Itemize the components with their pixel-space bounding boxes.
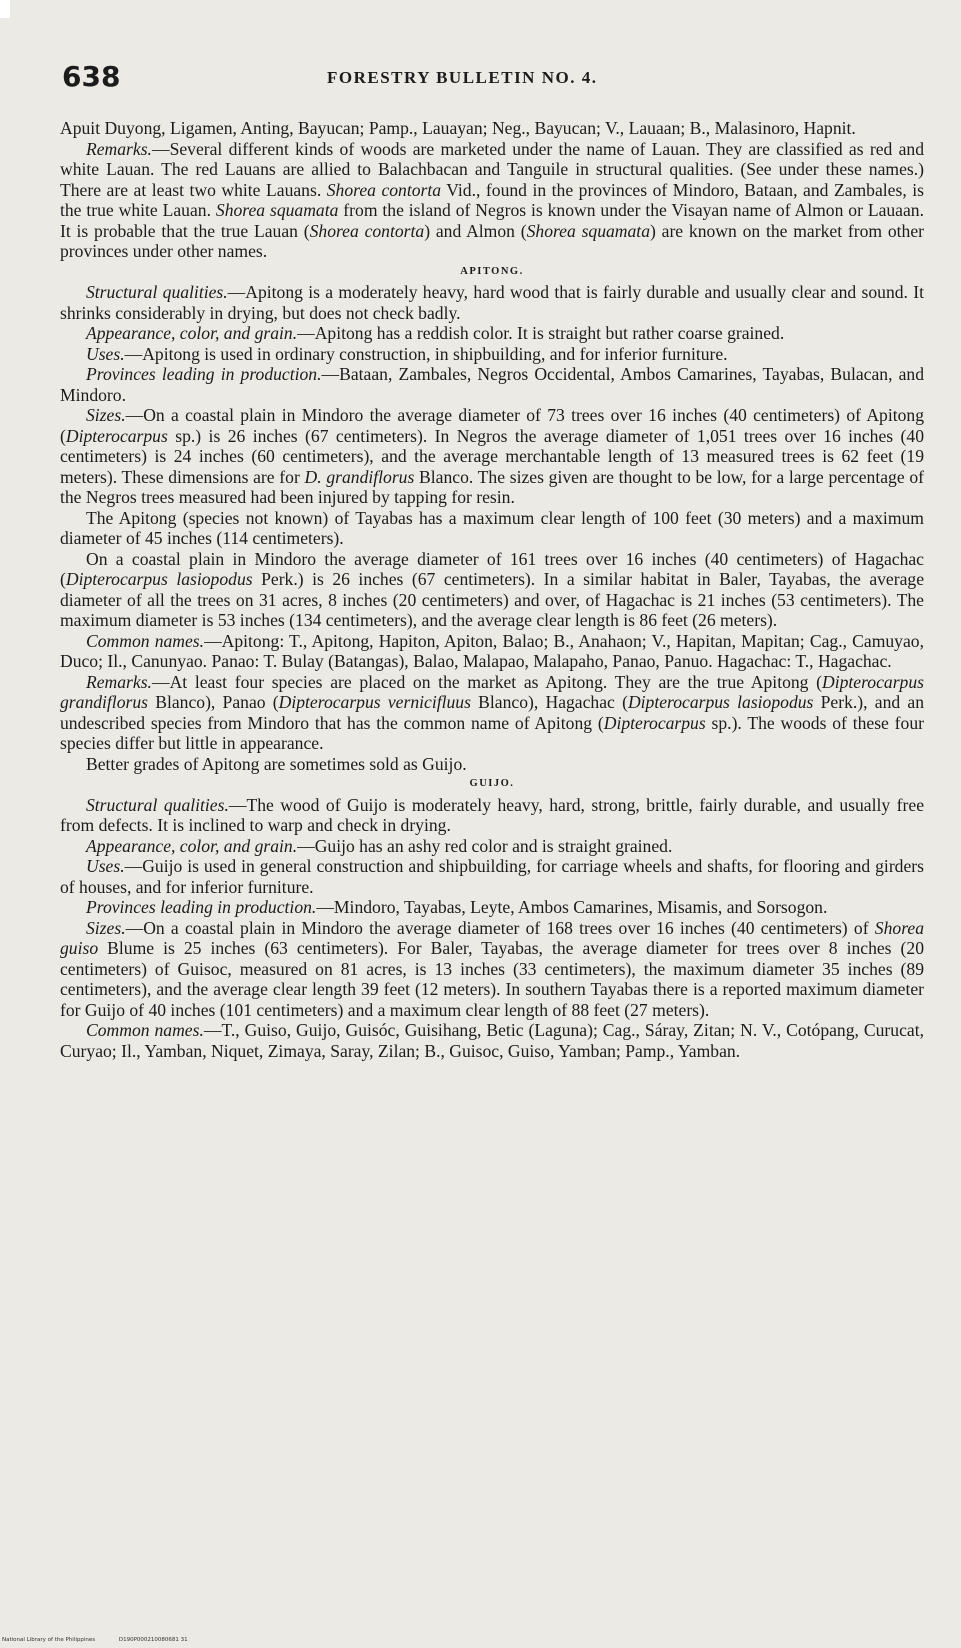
species-name: Dipterocarpus vernicifluus: [278, 692, 471, 712]
paragraph-lead: Sizes.: [86, 917, 126, 938]
guijo-appearance-paragraph: Appearance, color, and grain.—Guijo has an ashy red color and is straight grained.: [86, 835, 673, 856]
paragraph-lead: Structural qualities.: [86, 794, 229, 815]
apitong-uses-paragraph: Uses.—Apitong is used in ordinary construction, in shipbuilding, and for inferior furniture.: [86, 343, 728, 364]
species-name: Dipterocarpus: [603, 712, 706, 733]
species-name: Shorea squamata: [526, 220, 650, 241]
page-number: 638: [62, 60, 121, 93]
paragraph-lead: Structural qualities.: [86, 282, 228, 302]
page-header: [62, 60, 922, 94]
apitong-better-grades-paragraph: Better grades of Apitong are sometimes sold as Guijo.: [86, 753, 467, 774]
species-name: D. grandiflorus: [304, 466, 415, 487]
species-name: Dipterocarpus lasiopodus: [65, 569, 253, 589]
paragraph-lead: Uses.: [86, 343, 125, 364]
section-heading-apitong: APITONG.: [460, 265, 524, 277]
scan-footer: [2, 1637, 210, 1643]
species-name: Dipterocarpus grandiflorus: [60, 671, 924, 712]
guijo-uses-paragraph: Uses.—Guijo is used in general construction and shipbuilding, for carriage wheels and shafts, for flooring and girders of houses, and for inferior furniture.: [60, 856, 924, 897]
page-body: [60, 118, 924, 1061]
section-heading-guijo: GUIJO.: [469, 778, 515, 789]
apitong-tayabas-paragraph: The Apitong (species not known) of Tayabas has a maximum clear length of 100 feet (30 meters) and a maximum diameter of 45 inches (114 centimeters).: [60, 507, 924, 548]
lauan-remarks-paragraph: Remarks.—Several different kinds of woods are marketed under the name of Lauan. They are classified as red and white Lauan. The red Lauans are allied to Balachbacan and Tanguile in structural qualities. (See under these names.) There are at least two white Lauans. Shorea contorta Vid., found in the provinces of Mindoro, Bataan, and Zambales, is the true white Lauan. Shorea squamata from the island of Negros is known under the Visayan name of Almon or Lauaan. It is probable that the true Lauan (Shorea contorta) and Almon (Shorea squamata) are known on the market from other provinces under other names.: [60, 138, 925, 261]
species-name: Dipterocarpus lasiopodus: [627, 692, 814, 712]
species-name: Shorea squamata: [215, 200, 339, 220]
paragraph-lead: Uses.: [86, 856, 125, 876]
paragraph-lead: Sizes.: [86, 405, 126, 425]
running-title: FORESTRY BULLETIN NO. 4.: [327, 68, 598, 87]
apitong-structural-paragraph: Structural qualities.—Apitong is a moderately heavy, hard wood that is fairly durable and usually clear and sound. It shrinks considerably in drying, but does not check badly.: [60, 282, 924, 323]
apitong-provinces-paragraph: Provinces leading in production.—Bataan, Zambales, Negros Occidental, Ambos Camarines, Tayabas, Bulacan, and Mindoro.: [60, 364, 925, 405]
guijo-structural-paragraph: Structural qualities.—The wood of Guijo is moderately heavy, hard, strong, brittle, fairly durable, and usually free from defects. It is inclined to warp and check in drying.: [60, 794, 925, 835]
paragraph-lead: Common names.: [86, 630, 205, 651]
apitong-common-names-paragraph: Common names.—Apitong: T., Apitong, Hapiton, Apiton, Balao; B., Anahaon; V., Hapitan, Mapitan; Cag., Camuyao, Duco; Il., Canunyao. Panao: T. Bulay (Batangas), Balao, Malapao, Malapaho, Panao, Panuo. Hagachac: T., Hagachac.: [60, 630, 924, 671]
paragraph-lead: Appearance, color, and grain.: [86, 835, 298, 856]
guijo-common-names-paragraph: Common names.—T., Guiso, Guijo, Guisóc, Guisihang, Betic (Laguna); Cag., Sáray, Zitan; N. V., Cotópang, Curucat, Curyao; Il., Yamban, Niquet, Zimaya, Saray, Zilan; B., Guisoc, Guiso, Yamban; Pamp., Yamban.: [60, 1020, 924, 1061]
species-name: Shorea contorta: [309, 220, 425, 241]
paragraph-lead: Provinces leading in production.: [86, 364, 322, 384]
guijo-provinces-paragraph: Provinces leading in production.—Mindoro, Tayabas, Leyte, Ambos Camarines, Misamis, and Sorsogon.: [86, 897, 828, 917]
lauan-common-names-continued: Apuit Duyong, Ligamen, Anting, Bayucan; Pamp., Lauayan; Neg., Bayucan; V., Lauaan; B., Malasinoro, Hapnit.: [60, 118, 856, 138]
paragraph-lead: Remarks.: [86, 671, 152, 692]
apitong-remarks-paragraph: Remarks.—At least four species are placed on the market as Apitong. They are the true Apitong (Dipterocarpus grandiflorus Blanco), Panao (Dipterocarpus vernicifluus Blanco), Hagachac (Dipterocarpus lasiopodus Perk.), and an undescribed species from Mindoro that has the common name of Apitong (Dipterocarpus sp.). The woods of these four species differ but little in appearance.: [60, 671, 925, 753]
apitong-appearance-paragraph: Appearance, color, and grain.—Apitong has a reddish color. It is straight but rather coarse grained.: [86, 323, 785, 343]
paragraph-lead: Common names.: [86, 1020, 204, 1040]
apitong-hagachac-paragraph: On a coastal plain in Mindoro the average diameter of 161 trees over 16 inches (40 centimeters) of Hagachac (Dipterocarpus lasiopodus Perk.) is 26 inches (67 centimeters). In a similar habitat in Baler, Tayabas, the average diameter of all the trees on 31 acres, 8 inches (20 centimeters) and over, of Hagachac is 21 inches (53 centimeters). The maximum diameter is 53 inches (134 centimeters), and the average clear length is 86 feet (26 meters).: [60, 548, 925, 630]
paragraph-lead: Remarks.: [86, 138, 152, 159]
library-credit: National Library of the Philippines: [2, 1637, 96, 1643]
apitong-sizes-paragraph: Sizes.—On a coastal plain in Mindoro the average diameter of 73 trees over 16 inches (40 centimeters) of Apitong (Dipterocarpus sp.) is 26 inches (67 centimeters). In Negros the average diameter of 1,051 trees over 16 inches (40 centimeters) is 24 inches (60 centimeters), and the average merchantable length of 13 measured trees is 62 feet (19 meters). These dimensions are for D. grandiflorus Blanco. The sizes given are thought to be low, for a large percentage of the Negros trees measured had been injured by tapping for resin.: [60, 405, 924, 507]
species-name: Dipterocarpus: [65, 425, 168, 446]
species-name: Shorea guiso: [60, 917, 924, 958]
paragraph-lead: Appearance, color, and grain.: [86, 323, 298, 343]
scan-code: D190P000210080681 31: [118, 1637, 188, 1643]
guijo-sizes-paragraph: Sizes.—On a coastal plain in Mindoro the average diameter of 168 trees over 16 inches (40 centimeters) of Shorea guiso Blume is 25 inches (63 centimeters). For Baler, Tayabas, the average diameter for trees over 8 inches (20 centimeters) of Guisoc, measured on 81 acres, is 13 inches (33 centimeters), the maximum diameter 35 inches (89 centimeters), and the average clear length 39 feet (12 meters). In southern Tayabas there is a reported maximum diameter for Guijo of 40 inches (101 centimeters) and a maximum clear length of 88 feet (27 meters).: [60, 917, 924, 1020]
paragraph-lead: Provinces leading in production.: [86, 897, 317, 917]
scan-edge-mark: [0, 0, 10, 18]
species-name: Shorea contorta: [326, 179, 442, 200]
